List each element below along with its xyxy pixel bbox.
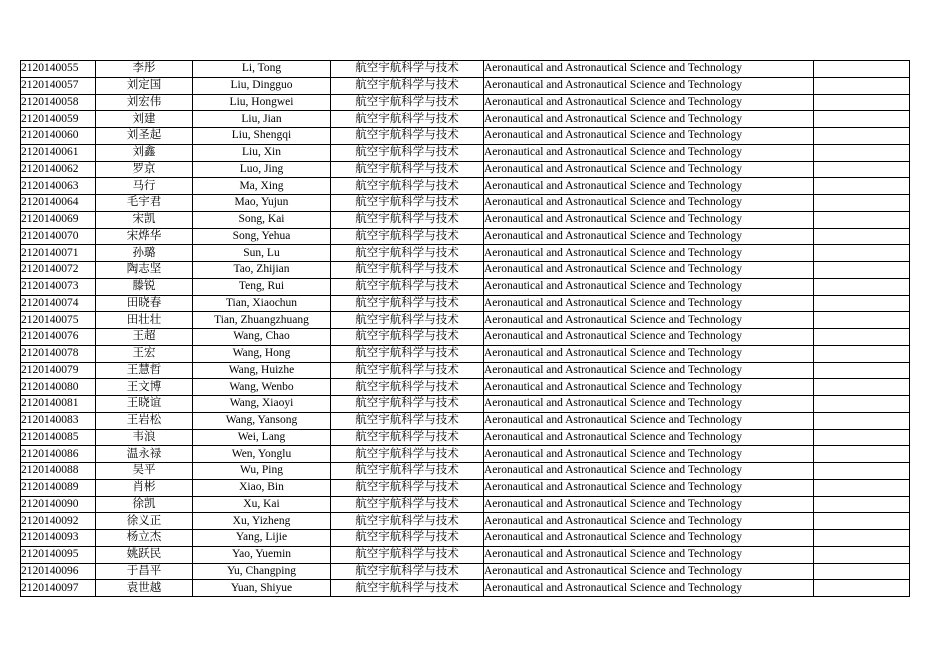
student-id-cell: 2120140064 bbox=[21, 195, 96, 212]
student-id-cell: 2120140086 bbox=[21, 446, 96, 463]
english-name-cell: Ma, Xing bbox=[193, 178, 331, 195]
table-row bbox=[21, 329, 910, 346]
chinese-name-cell: 马行 bbox=[96, 178, 193, 195]
student-id-cell: 2120140085 bbox=[21, 429, 96, 446]
chinese-name-cell: 徐凯 bbox=[96, 496, 193, 513]
table-row bbox=[21, 178, 910, 195]
major-english-cell: Aeronautical and Astronautical Science and Technology bbox=[484, 412, 814, 429]
major-chinese-cell: 航空宇航科学与技术 bbox=[331, 77, 484, 94]
table-row bbox=[21, 362, 910, 379]
major-chinese-cell: 航空宇航科学与技术 bbox=[331, 479, 484, 496]
note-cell bbox=[814, 128, 910, 145]
english-name-cell: Tao, Zhijian bbox=[193, 262, 331, 279]
major-chinese-cell: 航空宇航科学与技术 bbox=[331, 262, 484, 279]
student-id-cell: 2120140072 bbox=[21, 262, 96, 279]
english-name-cell: Luo, Jing bbox=[193, 161, 331, 178]
major-chinese-cell: 航空宇航科学与技术 bbox=[331, 278, 484, 295]
table-row bbox=[21, 61, 910, 78]
major-chinese-cell: 航空宇航科学与技术 bbox=[331, 211, 484, 228]
chinese-name-cell: 王文博 bbox=[96, 379, 193, 396]
major-english-cell: Aeronautical and Astronautical Science and Technology bbox=[484, 479, 814, 496]
student-id-cell: 2120140075 bbox=[21, 312, 96, 329]
note-cell bbox=[814, 211, 910, 228]
english-name-cell: Yuan, Shiyue bbox=[193, 580, 331, 597]
note-cell bbox=[814, 77, 910, 94]
major-chinese-cell: 航空宇航科学与技术 bbox=[331, 178, 484, 195]
student-id-cell: 2120140061 bbox=[21, 144, 96, 161]
table-row bbox=[21, 144, 910, 161]
major-english-cell: Aeronautical and Astronautical Science and Technology bbox=[484, 144, 814, 161]
chinese-name-cell: 刘定国 bbox=[96, 77, 193, 94]
major-chinese-cell: 航空宇航科学与技术 bbox=[331, 312, 484, 329]
student-id-cell: 2120140070 bbox=[21, 228, 96, 245]
major-english-cell: Aeronautical and Astronautical Science and Technology bbox=[484, 362, 814, 379]
chinese-name-cell: 吴平 bbox=[96, 463, 193, 480]
major-chinese-cell: 航空宇航科学与技术 bbox=[331, 195, 484, 212]
student-id-cell: 2120140063 bbox=[21, 178, 96, 195]
note-cell bbox=[814, 345, 910, 362]
major-chinese-cell: 航空宇航科学与技术 bbox=[331, 546, 484, 563]
major-english-cell: Aeronautical and Astronautical Science and Technology bbox=[484, 228, 814, 245]
major-english-cell: Aeronautical and Astronautical Science and Technology bbox=[484, 262, 814, 279]
student-id-cell: 2120140097 bbox=[21, 580, 96, 597]
table-row bbox=[21, 496, 910, 513]
chinese-name-cell: 宋凯 bbox=[96, 211, 193, 228]
major-english-cell: Aeronautical and Astronautical Science and Technology bbox=[484, 245, 814, 262]
table-row bbox=[21, 396, 910, 413]
student-id-cell: 2120140058 bbox=[21, 94, 96, 111]
chinese-name-cell: 王晓谊 bbox=[96, 396, 193, 413]
student-id-cell: 2120140080 bbox=[21, 379, 96, 396]
major-english-cell: Aeronautical and Astronautical Science and Technology bbox=[484, 546, 814, 563]
chinese-name-cell: 毛宇君 bbox=[96, 195, 193, 212]
note-cell bbox=[814, 278, 910, 295]
note-cell bbox=[814, 429, 910, 446]
note-cell bbox=[814, 295, 910, 312]
major-english-cell: Aeronautical and Astronautical Science and Technology bbox=[484, 379, 814, 396]
english-name-cell: Wei, Lang bbox=[193, 429, 331, 446]
major-english-cell: Aeronautical and Astronautical Science and Technology bbox=[484, 195, 814, 212]
chinese-name-cell: 田壮壮 bbox=[96, 312, 193, 329]
note-cell bbox=[814, 178, 910, 195]
major-english-cell: Aeronautical and Astronautical Science and Technology bbox=[484, 446, 814, 463]
english-name-cell: Wu, Ping bbox=[193, 463, 331, 480]
chinese-name-cell: 袁世越 bbox=[96, 580, 193, 597]
note-cell bbox=[814, 61, 910, 78]
major-english-cell: Aeronautical and Astronautical Science and Technology bbox=[484, 161, 814, 178]
major-chinese-cell: 航空宇航科学与技术 bbox=[331, 496, 484, 513]
chinese-name-cell: 罗京 bbox=[96, 161, 193, 178]
table-row bbox=[21, 161, 910, 178]
major-english-cell: Aeronautical and Astronautical Science and Technology bbox=[484, 295, 814, 312]
table-row bbox=[21, 94, 910, 111]
note-cell bbox=[814, 479, 910, 496]
english-name-cell: Wang, Hong bbox=[193, 345, 331, 362]
student-id-cell: 2120140081 bbox=[21, 396, 96, 413]
english-name-cell: Mao, Yujun bbox=[193, 195, 331, 212]
table-row bbox=[21, 513, 910, 530]
chinese-name-cell: 王岩松 bbox=[96, 412, 193, 429]
chinese-name-cell: 王超 bbox=[96, 329, 193, 346]
major-chinese-cell: 航空宇航科学与技术 bbox=[331, 161, 484, 178]
student-id-cell: 2120140083 bbox=[21, 412, 96, 429]
chinese-name-cell: 姚跃民 bbox=[96, 546, 193, 563]
english-name-cell: Wang, Huizhe bbox=[193, 362, 331, 379]
table-row bbox=[21, 77, 910, 94]
english-name-cell: Wang, Xiaoyi bbox=[193, 396, 331, 413]
major-english-cell: Aeronautical and Astronautical Science and Technology bbox=[484, 580, 814, 597]
major-english-cell: Aeronautical and Astronautical Science and Technology bbox=[484, 312, 814, 329]
major-chinese-cell: 航空宇航科学与技术 bbox=[331, 446, 484, 463]
english-name-cell: Wen, Yonglu bbox=[193, 446, 331, 463]
student-id-cell: 2120140071 bbox=[21, 245, 96, 262]
table-row bbox=[21, 128, 910, 145]
english-name-cell: Yang, Lijie bbox=[193, 530, 331, 547]
chinese-name-cell: 刘宏伟 bbox=[96, 94, 193, 111]
student-id-cell: 2120140073 bbox=[21, 278, 96, 295]
english-name-cell: Xu, Yizheng bbox=[193, 513, 331, 530]
major-chinese-cell: 航空宇航科学与技术 bbox=[331, 429, 484, 446]
english-name-cell: Tian, Xiaochun bbox=[193, 295, 331, 312]
table-row bbox=[21, 580, 910, 597]
student-id-cell: 2120140079 bbox=[21, 362, 96, 379]
major-english-cell: Aeronautical and Astronautical Science and Technology bbox=[484, 178, 814, 195]
student-id-cell: 2120140055 bbox=[21, 61, 96, 78]
english-name-cell: Sun, Lu bbox=[193, 245, 331, 262]
student-id-cell: 2120140095 bbox=[21, 546, 96, 563]
major-english-cell: Aeronautical and Astronautical Science and Technology bbox=[484, 128, 814, 145]
chinese-name-cell: 刘鑫 bbox=[96, 144, 193, 161]
chinese-name-cell: 于昌平 bbox=[96, 563, 193, 580]
english-name-cell: Xu, Kai bbox=[193, 496, 331, 513]
student-id-cell: 2120140074 bbox=[21, 295, 96, 312]
table-row bbox=[21, 429, 910, 446]
english-name-cell: Yu, Changping bbox=[193, 563, 331, 580]
major-chinese-cell: 航空宇航科学与技术 bbox=[331, 379, 484, 396]
table-row bbox=[21, 195, 910, 212]
major-chinese-cell: 航空宇航科学与技术 bbox=[331, 362, 484, 379]
major-chinese-cell: 航空宇航科学与技术 bbox=[331, 513, 484, 530]
table-row bbox=[21, 228, 910, 245]
note-cell bbox=[814, 312, 910, 329]
note-cell bbox=[814, 446, 910, 463]
major-chinese-cell: 航空宇航科学与技术 bbox=[331, 144, 484, 161]
chinese-name-cell: 孙璐 bbox=[96, 245, 193, 262]
note-cell bbox=[814, 228, 910, 245]
chinese-name-cell: 宋烨华 bbox=[96, 228, 193, 245]
major-chinese-cell: 航空宇航科学与技术 bbox=[331, 463, 484, 480]
english-name-cell: Liu, Dingguo bbox=[193, 77, 331, 94]
chinese-name-cell: 温永禄 bbox=[96, 446, 193, 463]
major-english-cell: Aeronautical and Astronautical Science and Technology bbox=[484, 94, 814, 111]
english-name-cell: Li, Tong bbox=[193, 61, 331, 78]
student-id-cell: 2120140076 bbox=[21, 329, 96, 346]
major-chinese-cell: 航空宇航科学与技术 bbox=[331, 61, 484, 78]
student-roster-table bbox=[20, 60, 910, 597]
major-english-cell: Aeronautical and Astronautical Science and Technology bbox=[484, 396, 814, 413]
major-chinese-cell: 航空宇航科学与技术 bbox=[331, 94, 484, 111]
table-row bbox=[21, 379, 910, 396]
note-cell bbox=[814, 379, 910, 396]
student-id-cell: 2120140057 bbox=[21, 77, 96, 94]
chinese-name-cell: 韦浪 bbox=[96, 429, 193, 446]
english-name-cell: Song, Yehua bbox=[193, 228, 331, 245]
table-row bbox=[21, 463, 910, 480]
chinese-name-cell: 李彤 bbox=[96, 61, 193, 78]
major-chinese-cell: 航空宇航科学与技术 bbox=[331, 345, 484, 362]
note-cell bbox=[814, 195, 910, 212]
note-cell bbox=[814, 463, 910, 480]
major-english-cell: Aeronautical and Astronautical Science and Technology bbox=[484, 77, 814, 94]
note-cell bbox=[814, 144, 910, 161]
table-row bbox=[21, 278, 910, 295]
table-row bbox=[21, 295, 910, 312]
table-row bbox=[21, 563, 910, 580]
major-english-cell: Aeronautical and Astronautical Science and Technology bbox=[484, 111, 814, 128]
note-cell bbox=[814, 396, 910, 413]
major-chinese-cell: 航空宇航科学与技术 bbox=[331, 396, 484, 413]
table-row bbox=[21, 312, 910, 329]
chinese-name-cell: 陶志坚 bbox=[96, 262, 193, 279]
major-chinese-cell: 航空宇航科学与技术 bbox=[331, 563, 484, 580]
major-english-cell: Aeronautical and Astronautical Science and Technology bbox=[484, 211, 814, 228]
student-id-cell: 2120140089 bbox=[21, 479, 96, 496]
english-name-cell: Song, Kai bbox=[193, 211, 331, 228]
major-chinese-cell: 航空宇航科学与技术 bbox=[331, 530, 484, 547]
major-english-cell: Aeronautical and Astronautical Science and Technology bbox=[484, 61, 814, 78]
student-id-cell: 2120140060 bbox=[21, 128, 96, 145]
english-name-cell: Liu, Jian bbox=[193, 111, 331, 128]
note-cell bbox=[814, 563, 910, 580]
major-english-cell: Aeronautical and Astronautical Science and Technology bbox=[484, 463, 814, 480]
note-cell bbox=[814, 262, 910, 279]
note-cell bbox=[814, 111, 910, 128]
note-cell bbox=[814, 412, 910, 429]
chinese-name-cell: 肖彬 bbox=[96, 479, 193, 496]
note-cell bbox=[814, 496, 910, 513]
note-cell bbox=[814, 94, 910, 111]
english-name-cell: Wang, Wenbo bbox=[193, 379, 331, 396]
table-row bbox=[21, 345, 910, 362]
note-cell bbox=[814, 329, 910, 346]
major-english-cell: Aeronautical and Astronautical Science and Technology bbox=[484, 429, 814, 446]
major-chinese-cell: 航空宇航科学与技术 bbox=[331, 245, 484, 262]
chinese-name-cell: 杨立杰 bbox=[96, 530, 193, 547]
table-row bbox=[21, 111, 910, 128]
student-id-cell: 2120140093 bbox=[21, 530, 96, 547]
table-row bbox=[21, 412, 910, 429]
student-id-cell: 2120140069 bbox=[21, 211, 96, 228]
table-row bbox=[21, 211, 910, 228]
student-id-cell: 2120140096 bbox=[21, 563, 96, 580]
note-cell bbox=[814, 245, 910, 262]
chinese-name-cell: 王宏 bbox=[96, 345, 193, 362]
english-name-cell: Liu, Xin bbox=[193, 144, 331, 161]
major-chinese-cell: 航空宇航科学与技术 bbox=[331, 228, 484, 245]
major-english-cell: Aeronautical and Astronautical Science and Technology bbox=[484, 496, 814, 513]
major-chinese-cell: 航空宇航科学与技术 bbox=[331, 329, 484, 346]
chinese-name-cell: 滕锐 bbox=[96, 278, 193, 295]
english-name-cell: Xiao, Bin bbox=[193, 479, 331, 496]
roster-body bbox=[21, 61, 910, 597]
english-name-cell: Teng, Rui bbox=[193, 278, 331, 295]
english-name-cell: Wang, Chao bbox=[193, 329, 331, 346]
note-cell bbox=[814, 161, 910, 178]
major-english-cell: Aeronautical and Astronautical Science and Technology bbox=[484, 513, 814, 530]
table-row bbox=[21, 530, 910, 547]
table-row bbox=[21, 245, 910, 262]
major-chinese-cell: 航空宇航科学与技术 bbox=[331, 412, 484, 429]
major-english-cell: Aeronautical and Astronautical Science and Technology bbox=[484, 530, 814, 547]
major-chinese-cell: 航空宇航科学与技术 bbox=[331, 580, 484, 597]
table-row bbox=[21, 446, 910, 463]
major-chinese-cell: 航空宇航科学与技术 bbox=[331, 128, 484, 145]
major-chinese-cell: 航空宇航科学与技术 bbox=[331, 111, 484, 128]
student-id-cell: 2120140092 bbox=[21, 513, 96, 530]
student-id-cell: 2120140090 bbox=[21, 496, 96, 513]
student-id-cell: 2120140059 bbox=[21, 111, 96, 128]
english-name-cell: Liu, Shengqi bbox=[193, 128, 331, 145]
note-cell bbox=[814, 530, 910, 547]
english-name-cell: Wang, Yansong bbox=[193, 412, 331, 429]
chinese-name-cell: 刘建 bbox=[96, 111, 193, 128]
note-cell bbox=[814, 580, 910, 597]
note-cell bbox=[814, 362, 910, 379]
table-row bbox=[21, 479, 910, 496]
major-english-cell: Aeronautical and Astronautical Science and Technology bbox=[484, 563, 814, 580]
table-row bbox=[21, 546, 910, 563]
student-id-cell: 2120140088 bbox=[21, 463, 96, 480]
note-cell bbox=[814, 513, 910, 530]
roster-sheet bbox=[20, 60, 910, 597]
english-name-cell: Tian, Zhuangzhuang bbox=[193, 312, 331, 329]
table-row bbox=[21, 262, 910, 279]
major-english-cell: Aeronautical and Astronautical Science and Technology bbox=[484, 329, 814, 346]
major-english-cell: Aeronautical and Astronautical Science and Technology bbox=[484, 345, 814, 362]
chinese-name-cell: 田晓春 bbox=[96, 295, 193, 312]
major-english-cell: Aeronautical and Astronautical Science and Technology bbox=[484, 278, 814, 295]
student-id-cell: 2120140078 bbox=[21, 345, 96, 362]
english-name-cell: Liu, Hongwei bbox=[193, 94, 331, 111]
english-name-cell: Yao, Yuemin bbox=[193, 546, 331, 563]
chinese-name-cell: 徐义正 bbox=[96, 513, 193, 530]
student-id-cell: 2120140062 bbox=[21, 161, 96, 178]
note-cell bbox=[814, 546, 910, 563]
chinese-name-cell: 刘圣起 bbox=[96, 128, 193, 145]
chinese-name-cell: 王慧哲 bbox=[96, 362, 193, 379]
major-chinese-cell: 航空宇航科学与技术 bbox=[331, 295, 484, 312]
